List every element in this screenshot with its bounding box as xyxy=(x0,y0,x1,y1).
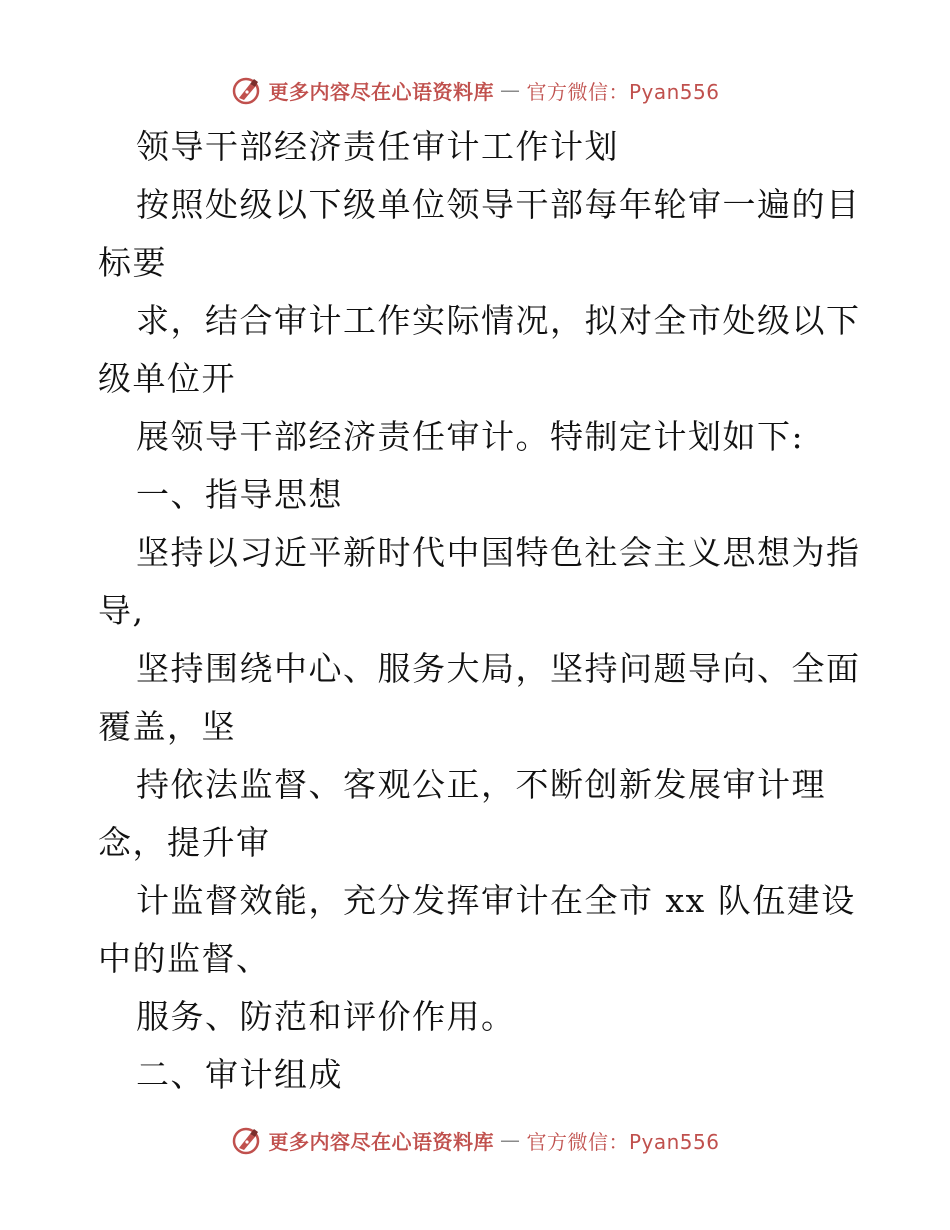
document-line: 级单位开 xyxy=(98,359,236,398)
banner-separator: — xyxy=(499,1128,521,1152)
banner-site-text: 更多内容尽在心语资料库 xyxy=(268,1129,494,1154)
document-line: 标要 xyxy=(98,243,167,282)
pen-nib-logo-icon xyxy=(230,74,262,106)
document-line: 二、审计组成 xyxy=(136,1055,343,1094)
document-line: 坚持围绕中心、服务大局，坚持问题导向、全面 xyxy=(136,649,861,688)
document-line: 一、指导思想 xyxy=(136,475,343,514)
banner-wechat-text: 官方微信：Pyan556 xyxy=(526,1129,720,1154)
document-line: 展领导干部经济责任审计。特制定计划如下: xyxy=(136,417,805,456)
banner-site-text: 更多内容尽在心语资料库 xyxy=(268,79,494,104)
document-line: 计监督效能，充分发挥审计在全市 xx 队伍建设 xyxy=(136,881,856,920)
footer-banner xyxy=(0,1120,950,1160)
banner-wechat-text: 官方微信：Pyan556 xyxy=(526,79,720,104)
document-line: 覆盖，坚 xyxy=(98,707,236,746)
document-line: 领导干部经济责任审计工作计划 xyxy=(136,127,619,166)
document-line: 导, xyxy=(98,591,145,630)
document-line: 中的监督、 xyxy=(98,939,271,978)
document-line: 求，结合审计工作实际情况，拟对全市处级以下 xyxy=(136,301,861,340)
document-line: 持依法监督、客观公正，不断创新发展审计理 xyxy=(136,765,826,804)
header-banner xyxy=(0,70,950,110)
document-body xyxy=(98,118,861,1104)
document-line: 念，提升审 xyxy=(98,823,271,862)
banner-separator: — xyxy=(499,78,521,102)
document-line: 服务、防范和评价作用。 xyxy=(136,997,516,1036)
pen-nib-logo-icon xyxy=(230,1124,262,1156)
document-line: 按照处级以下级单位领导干部每年轮审一遍的目 xyxy=(136,185,861,224)
document-line: 坚持以习近平新时代中国特色社会主义思想为指 xyxy=(136,533,861,572)
